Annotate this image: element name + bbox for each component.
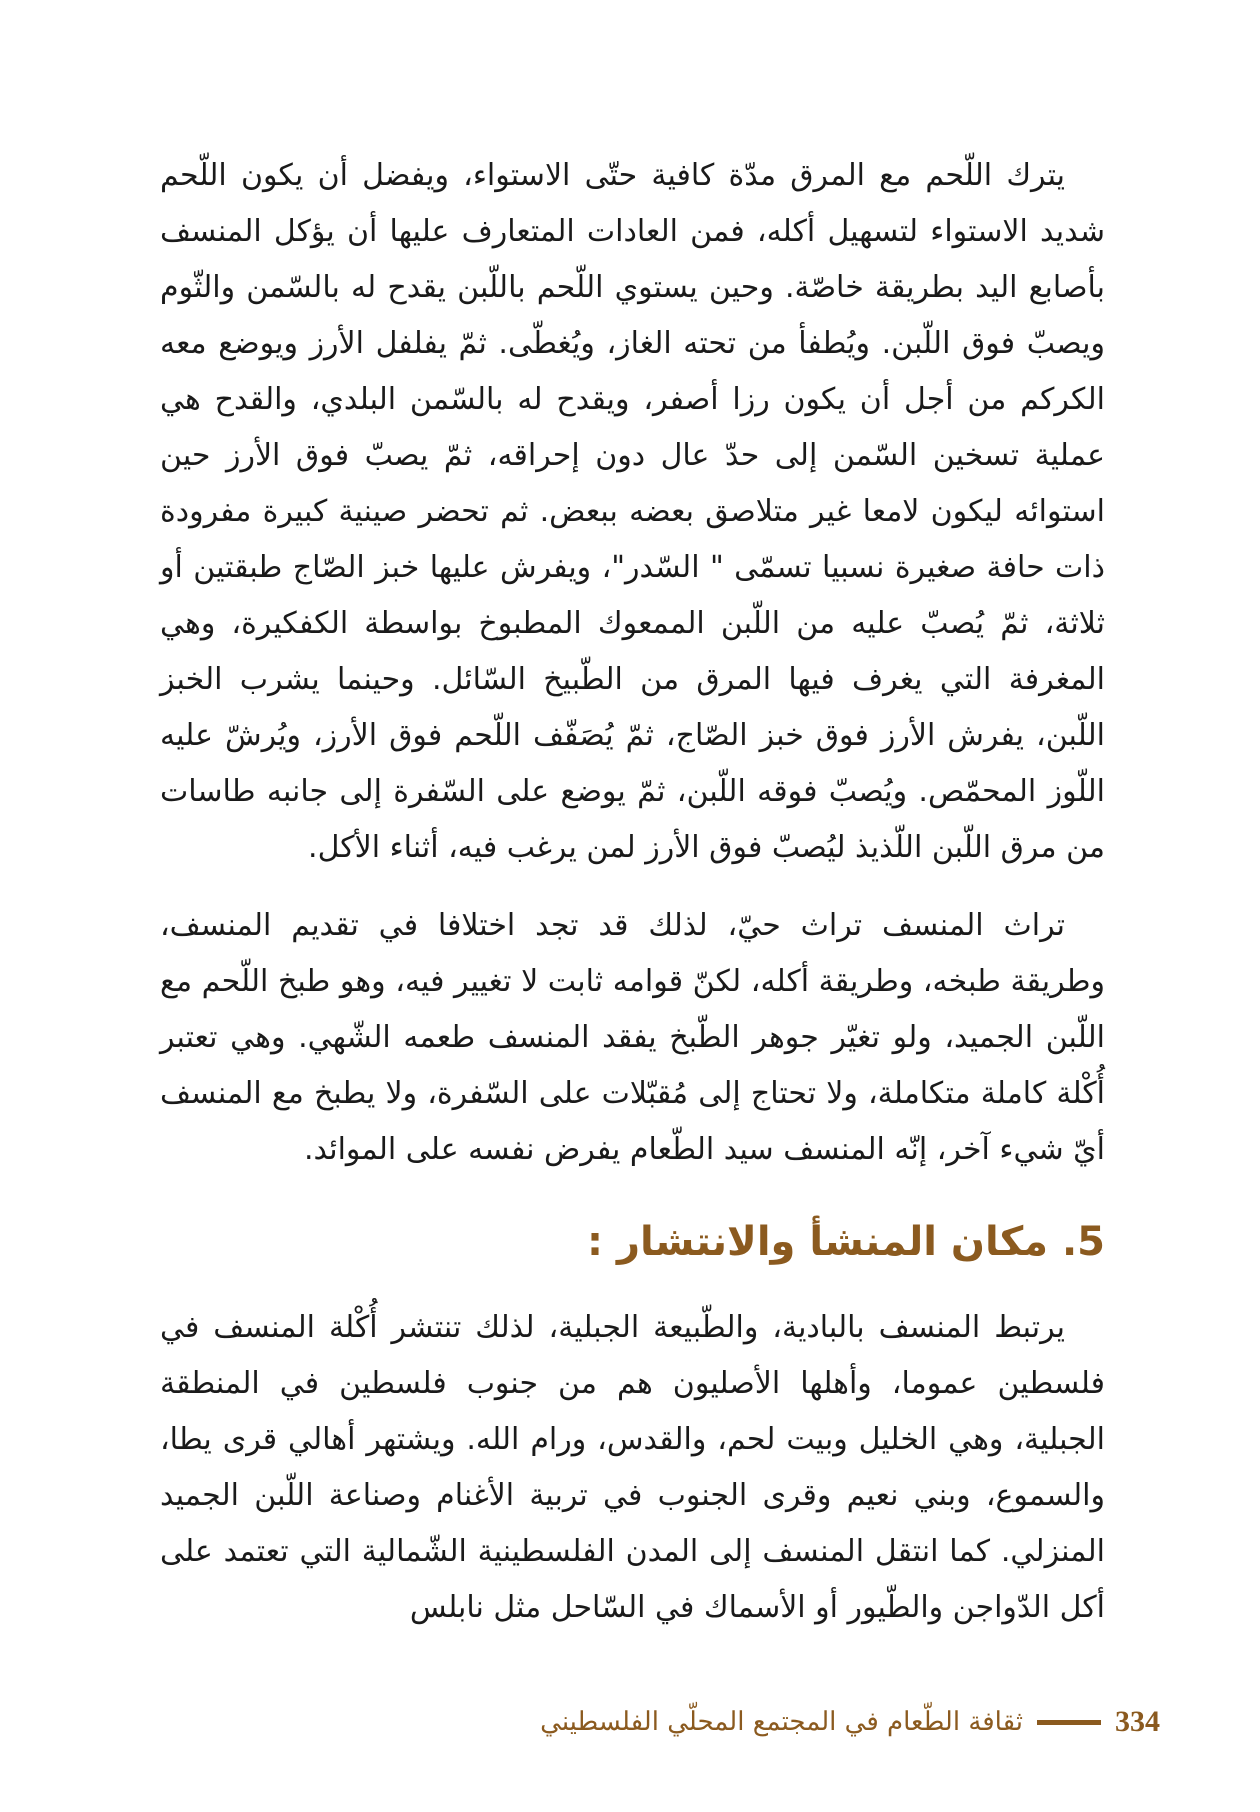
paragraph-living-heritage: تراث المنسف تراث حيّ، لذلك قد تجد اختلافا في تقديم المنسف، وطريقة طبخه، وطريقة أكله، لكنّ قوامه ثابت لا تغيير فيه، وهو طبخ اللّحم مع اللّبن الجميد، ولو تغيّر جوهر الطّبخ يفقد المنسف طعمه الشّهي. وهي تعتبر أُكْلة كاملة متكاملة، ولا تحتاج إلى مُقبّلات على السّفرة، ولا يطبخ مع المنسف أيّ شيء آخر، إنّه المنسف سيد الطّعام يفرض نفسه على الموائد. — [160, 908, 1105, 1167]
footer-divider — [1037, 1720, 1101, 1725]
page-footer — [540, 1702, 1160, 1742]
page-number: 334 — [1115, 1705, 1160, 1738]
page-body — [160, 148, 1105, 1636]
paragraph-preparation: يترك اللّحم مع المرق مدّة كافية حتّى الاستواء، ويفضل أن يكون اللّحم شديد الاستواء لتسهيل أكله، فمن العادات المتعارف عليها أن يؤكل المنسف بأصابع اليد بطريقة خاصّة. وحين يستوي اللّحم باللّبن يقدح له بالسّمن والثّوم ويصبّ فوق اللّبن. ويُطفأ من تحته الغاز، ويُغطّى. ثمّ يفلفل الأرز ويوضع معه الكركم من أجل أن يكون رزا أصفر، ويقدح له بالسّمن البلدي، والقدح هي عملية تسخين السّمن إلى حدّ عال دون إحراقه، ثمّ يصبّ فوق الأرز حين استوائه ليكون لامعا غير متلاصق بعضه ببعض. ثم تحضر صينية كبيرة مفرودة ذات حافة صغيرة نسبيا تسمّى " السّدر"، ويفرش عليها خبز الصّاج طبقتين أو ثلاثة، ثمّ يُصبّ عليه من اللّبن الممعوك المطبوخ بواسطة الكفكيرة، وهي المغرفة التي يغرف فيها المرق من الطّبيخ السّائل. وحينما يشرب الخبز اللّبن، يفرش الأرز فوق خبز الصّاج، ثمّ يُصَفّف اللّحم فوق الأرز، ويُرشّ عليه اللّوز المحمّص. ويُصبّ فوقه اللّبن، ثمّ يوضع على السّفرة إلى جانبه طاسات من مرق اللّبن اللّذيذ ليُصبّ فوق الأرز لمن يرغب فيه، أثناء الأكل. — [160, 158, 1105, 865]
paragraph-origin-spread: يرتبط المنسف بالبادية، والطّبيعة الجبلية، لذلك تنتشر أُكْلة المنسف في فلسطين عموما، وأهلها الأصليون هم من جنوب فلسطين في المنطقة الجبلية، وهي الخليل وبيت لحم، والقدس، ورام الله. ويشتهر أهالي قرى يطا، والسموع، وبني نعيم وقرى الجنوب في تربية الأغنام وصناعة اللّبن الجميد المنزلي. كما انتقل المنسف إلى المدن الفلسطينية الشّمالية التي تعتمد على أكل الدّواجن والطّيور أو الأسماك في السّاحل مثل نابلس — [160, 1310, 1105, 1625]
running-title: ثقافة الطّعام في المجتمع المحلّي الفلسطيني — [540, 1707, 1023, 1737]
section-heading-origin: 5. مكان المنشأ والانتشار : — [587, 1219, 1105, 1265]
